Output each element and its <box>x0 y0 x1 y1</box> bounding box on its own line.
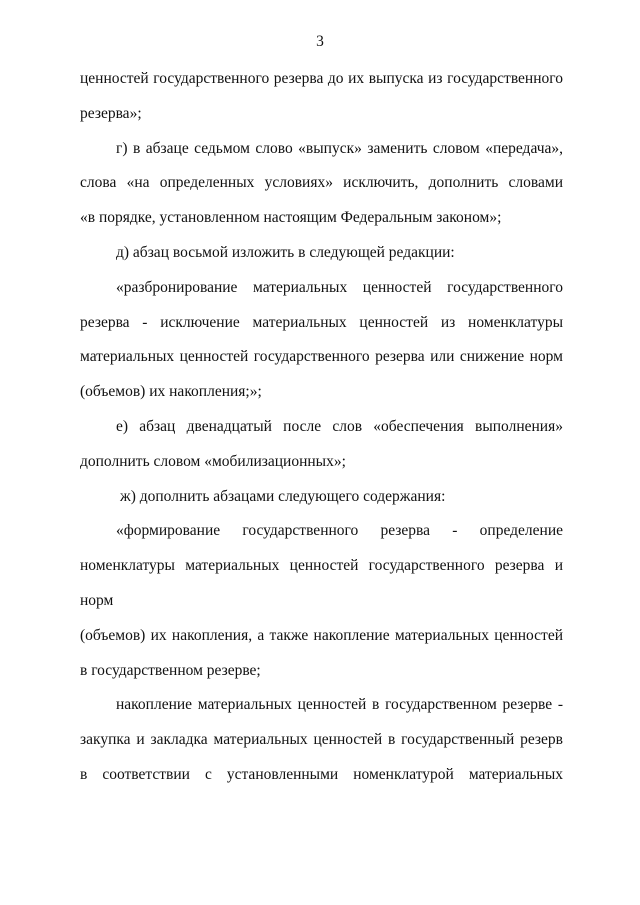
text-line: «в порядке, установленном настоящим Федеральным законом»; <box>80 209 502 227</box>
text-line: (объемов) их накопления, а также накопление материальных ценностей <box>80 626 563 644</box>
text-line: слова «на определенных условиях» исключить, дополнить словами <box>80 174 563 192</box>
document-body <box>80 62 563 793</box>
page-number: 3 <box>316 33 324 50</box>
text-line: материальных ценностей государственного резерва или снижение норм <box>80 348 563 366</box>
text-line: д) абзац восьмой изложить в следующей редакции: <box>116 243 455 261</box>
text-line: номенклатуры материальных ценностей государственного резерва и норм <box>80 557 563 609</box>
text-line: е) абзац двенадцатый после слов «обеспечения выполнения» <box>116 417 563 435</box>
text-line: резерва»; <box>80 104 142 122</box>
text-line: г) в абзаце седьмом слово «выпуск» заменить словом «передача», <box>116 139 563 157</box>
text-line: «разбронирование материальных ценностей государственного <box>116 278 563 296</box>
text-line: ж) дополнить абзацами следующего содержания: <box>120 487 446 505</box>
text-line: в государственном резерве; <box>80 661 261 679</box>
text-line: в соответствии с установленными номенклатурой материальных <box>80 765 563 783</box>
text-line: накопление материальных ценностей в государственном резерве - <box>116 696 563 714</box>
text-line: «формирование государственного резерва - определение <box>116 522 563 540</box>
text-line: закупка и закладка материальных ценностей в государственный резерв <box>80 731 563 749</box>
text-line: резерва - исключение материальных ценностей из номенклатуры <box>80 313 563 331</box>
text-line: ценностей государственного резерва до их выпуска из государственного <box>80 70 563 87</box>
text-line: (объемов) их накопления;»; <box>80 383 262 401</box>
text-line: дополнить словом «мобилизационных»; <box>80 452 346 470</box>
